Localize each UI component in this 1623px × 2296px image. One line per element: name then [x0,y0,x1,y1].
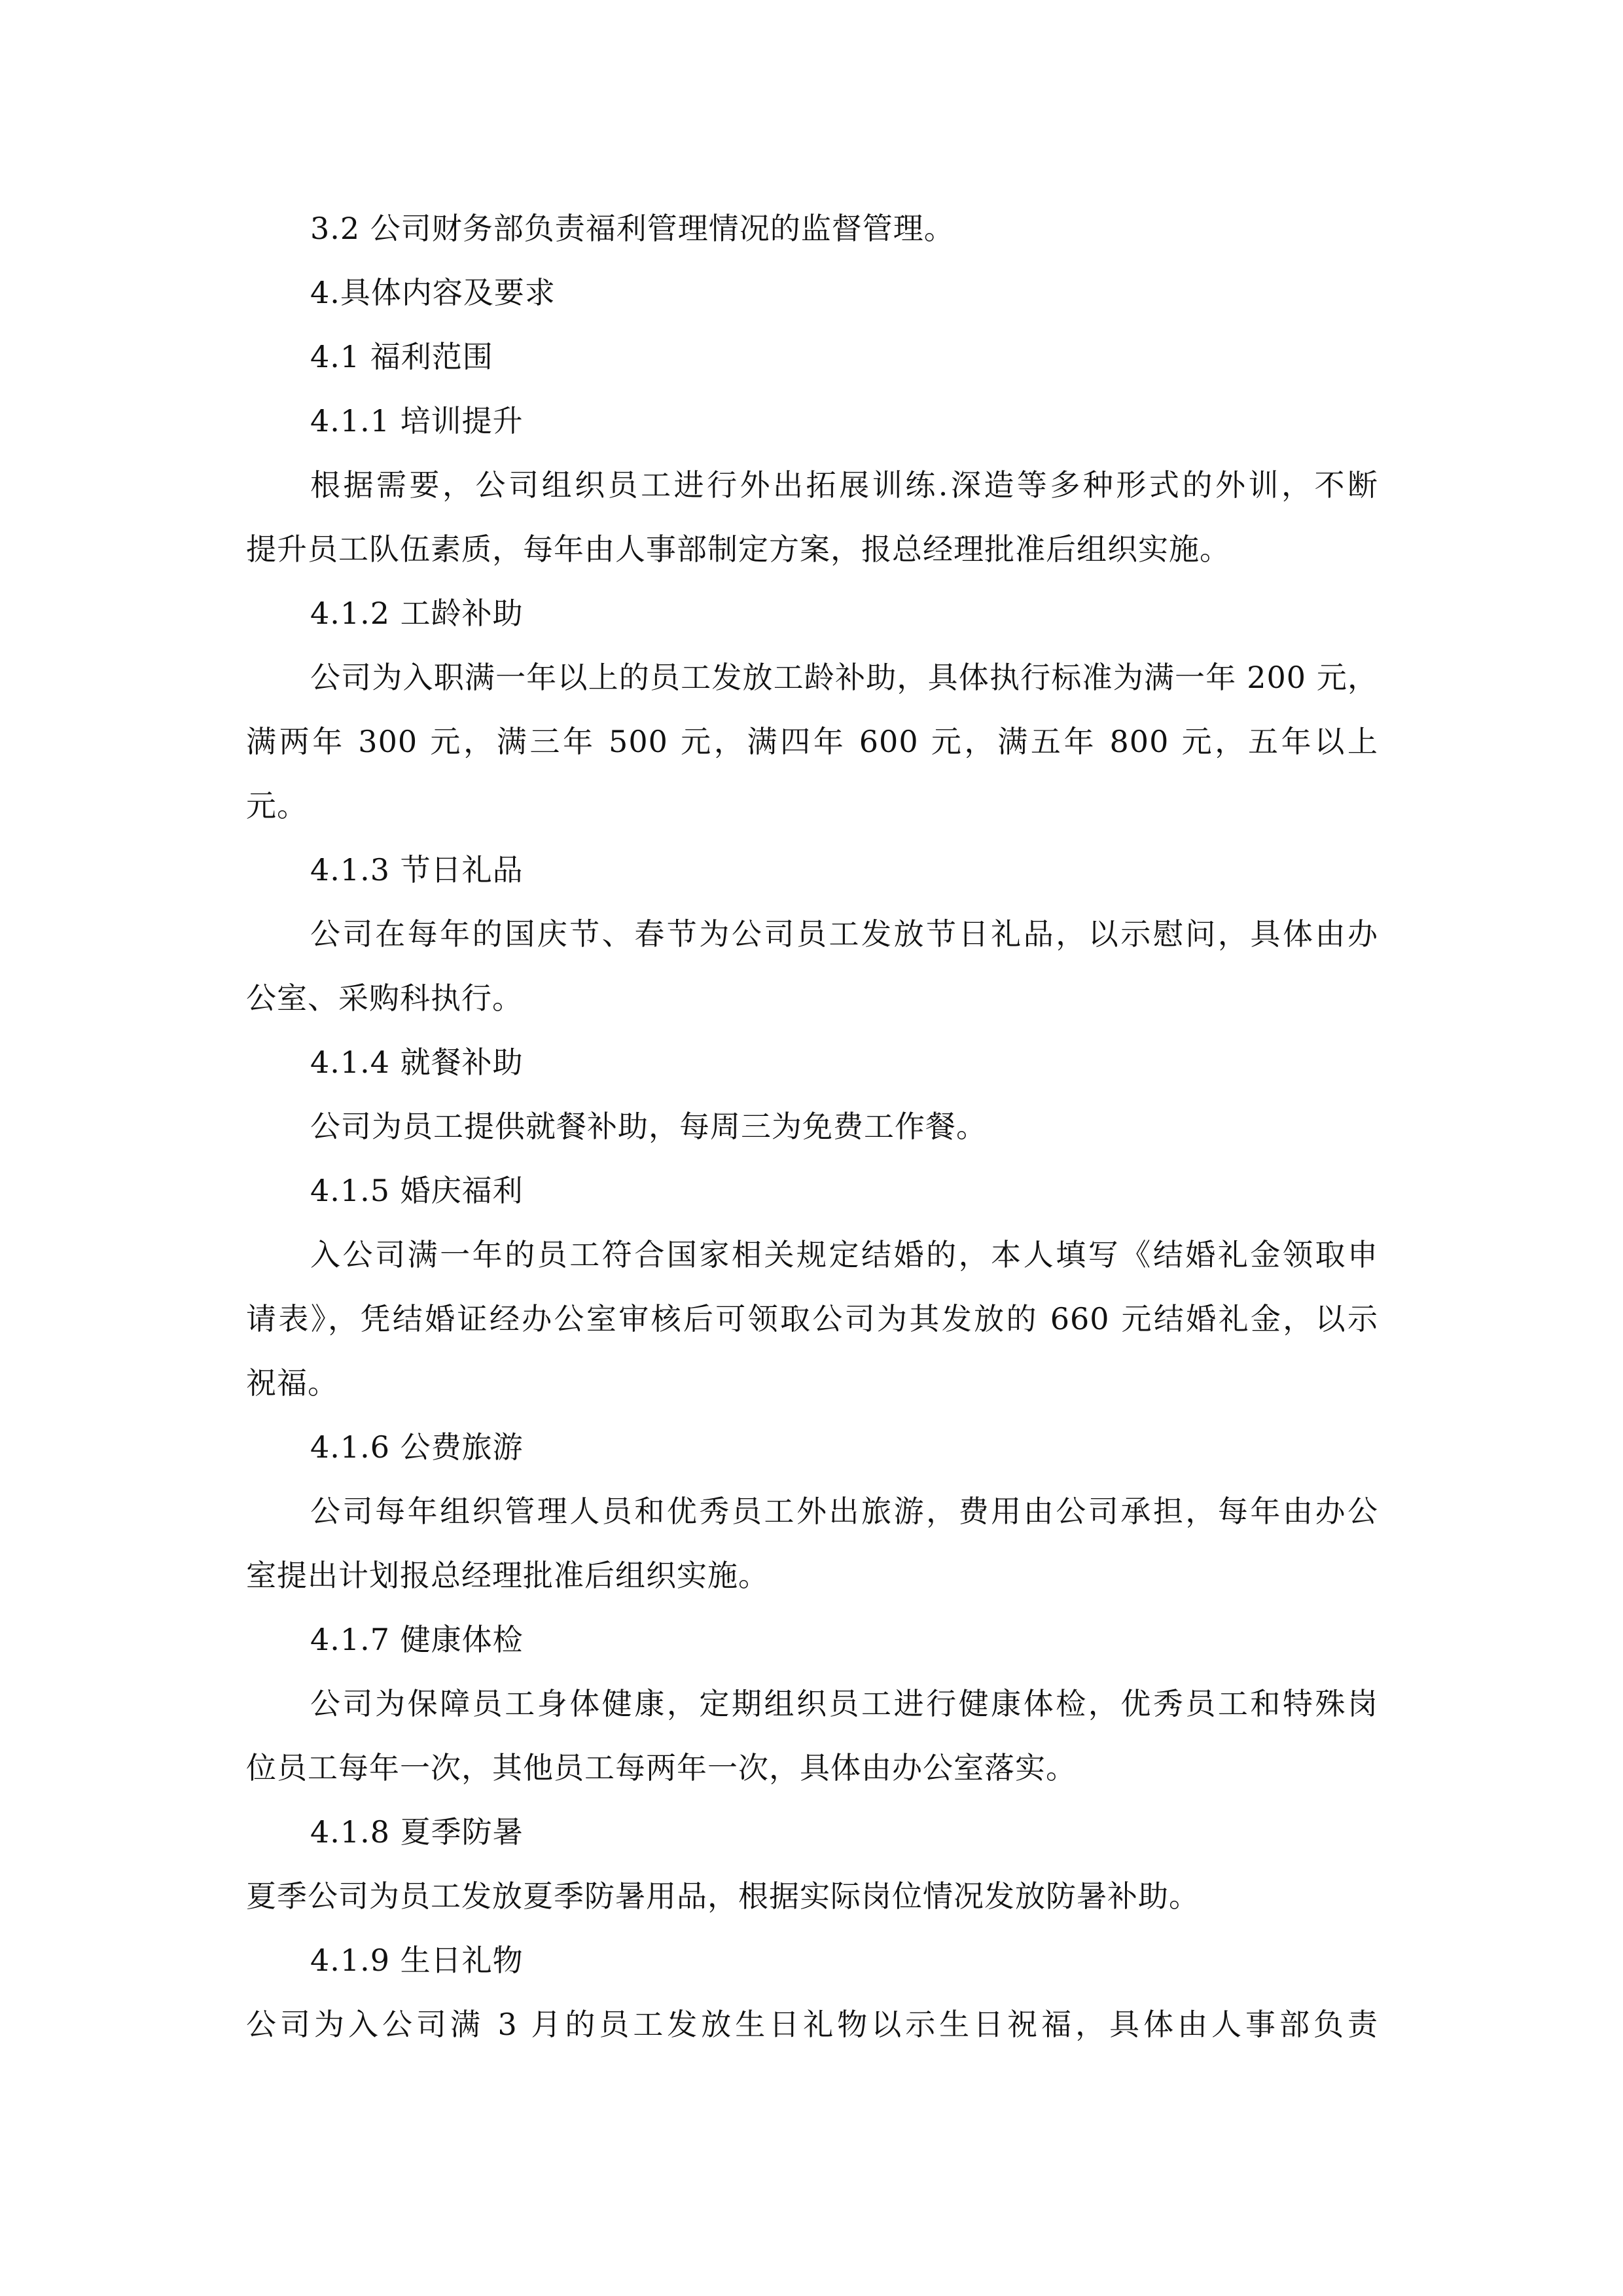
paragraph-line: 元。 [246,788,308,823]
paragraph-line: 室提出计划报总经理批准后组织实施。 [246,1558,769,1593]
paragraph-line: 公室、采购科执行。 [246,980,523,1016]
section-4-1-7-heading: 4.1.7 健康体检 [310,1622,524,1657]
paragraph-line: 公司为入职满一年以上的员工发放工龄补助，具体执行标准为满一年 200 元， [310,660,1378,695]
section-4-1-3-heading: 4.1.3 节日礼品 [310,852,524,888]
paragraph-line: 满两年 300 元，满三年 500 元，满四年 600 元，满五年 800 元，五年以上 [246,724,1378,759]
section-3-2-text: 3.2 公司财务部负责福利管理情况的监督管理。 [310,211,955,246]
section-4-1-5-heading: 4.1.5 婚庆福利 [310,1173,524,1208]
paragraph-line: 请表》，凭结婚证经办公室审核后可领取公司为其发放的 660 元结婚礼金，以示 [246,1301,1378,1336]
document-body [246,196,1378,2056]
section-4-heading: 4.具体内容及要求 [310,275,556,310]
paragraph-line: 入公司满一年的员工符合国家相关规定结婚的，本人填写《结婚礼金领取申 [310,1237,1378,1272]
paragraph-line: 公司在每年的国庆节、春节为公司员工发放节日礼品，以示慰问，具体由办 [310,916,1378,952]
paragraph-line: 位员工每年一次，其他员工每两年一次，具体由办公室落实。 [246,1750,1077,1785]
section-4-1-heading: 4.1 福利范围 [310,339,493,374]
section-4-1-6-heading: 4.1.6 公费旅游 [310,1429,524,1465]
section-4-1-9-heading: 4.1.9 生日礼物 [310,1943,524,1978]
section-4-1-1-heading: 4.1.1 培训提升 [310,403,524,439]
paragraph-line: 公司为保障员工身体健康，定期组织员工进行健康体检，优秀员工和特殊岗 [310,1686,1378,1721]
paragraph-line: 提升员工队伍素质，每年由人事部制定方案，报总经理批准后组织实施。 [246,531,1230,567]
paragraph-line: 公司为入公司满 3 月的员工发放生日礼物以示生日祝福，具体由人事部负责 [246,2007,1378,2042]
section-4-1-8-heading: 4.1.8 夏季防暑 [310,1814,524,1850]
section-4-1-2-heading: 4.1.2 工龄补助 [310,596,524,631]
paragraph-line: 公司为员工提供就餐补助，每周三为免费工作餐。 [310,1109,987,1144]
section-4-1-4-heading: 4.1.4 就餐补助 [310,1045,524,1080]
paragraph-line: 祝福。 [246,1365,338,1401]
paragraph-line: 根据需要，公司组织员工进行外出拓展训练.深造等多种形式的外训，不断 [310,467,1378,503]
paragraph-line: 夏季公司为员工发放夏季防暑用品，根据实际岗位情况发放防暑补助。 [246,1878,1200,1914]
paragraph-line: 公司每年组织管理人员和优秀员工外出旅游，费用由公司承担，每年由办公 [310,1494,1378,1529]
